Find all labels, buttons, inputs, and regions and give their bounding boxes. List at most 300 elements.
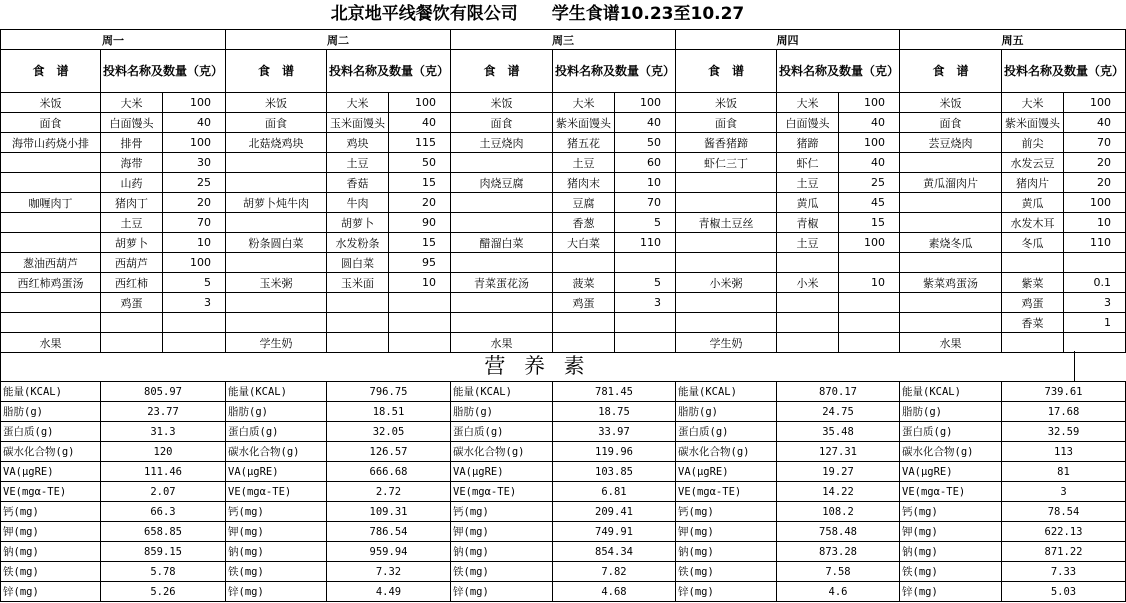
nutrient-label: 脂肪(g) [226,402,327,422]
ingredient-cell: 西红柿 [101,273,163,293]
quantity-cell [389,313,451,333]
quantity-cell: 5 [615,213,676,233]
nutrient-label: 钙(mg) [676,502,777,522]
menu-row [1,293,1126,313]
nutrient-label: 脂肪(g) [900,402,1002,422]
dish-cell: 虾仁三丁 [676,153,777,173]
nutrition-row [1,422,1126,442]
dish-cell [900,193,1002,213]
menu-row [1,93,1126,113]
nutrient-value: 32.59 [1002,422,1126,442]
nutrient-value: 7.58 [777,562,900,582]
menu-table [0,29,1126,353]
nutrient-value: 23.77 [101,402,226,422]
nutrient-label: 脂肪(g) [1,402,101,422]
nutrient-label: 碳水化合物(g) [226,442,327,462]
nutrient-value: 5.03 [1002,582,1126,602]
quantity-cell [1064,333,1126,353]
nutrient-value: 7.82 [553,562,676,582]
nutrient-value: 18.75 [553,402,676,422]
dish-cell [1,213,101,233]
quantity-cell [1064,253,1126,273]
ingredient-cell: 猪肉片 [1002,173,1064,193]
dish-header: 食 谱 [226,50,327,93]
nutrient-label: VE(mgα-TE) [676,482,777,502]
nutrient-label: 钠(mg) [226,542,327,562]
dish-cell: 面食 [900,113,1002,133]
nutrient-label: 锌(mg) [451,582,553,602]
quantity-cell: 10 [615,173,676,193]
quantity-cell [615,333,676,353]
ingredient-cell: 胡萝卜 [327,213,389,233]
dish-cell: 北菇烧鸡块 [226,133,327,153]
ingredient-cell: 虾仁 [777,153,839,173]
nutrient-label: 蛋白质(g) [226,422,327,442]
ingredient-cell: 山药 [101,173,163,193]
quantity-cell: 95 [389,253,451,273]
quantity-cell: 100 [163,133,226,153]
nutrient-label: 钙(mg) [226,502,327,522]
ingredient-cell: 猪肉末 [553,173,615,193]
ingredient-cell: 圆白菜 [327,253,389,273]
nutrient-label: 钾(mg) [226,522,327,542]
ingredient-cell: 鸡蛋 [101,293,163,313]
nutrition-row [1,482,1126,502]
ingredient-cell: 小米 [777,273,839,293]
dish-cell: 米饭 [676,93,777,113]
nutrient-value: 109.31 [327,502,451,522]
quantity-cell: 5 [615,273,676,293]
dish-cell: 米饭 [900,93,1002,113]
nutrient-value: 5.78 [101,562,226,582]
ingredient-cell [1002,333,1064,353]
nutrition-row [1,582,1126,602]
day-header: 周五 [900,30,1126,50]
dish-cell [451,213,553,233]
quantity-cell: 40 [839,153,900,173]
nutrition-row [1,522,1126,542]
menu-row [1,173,1126,193]
dish-cell: 米饭 [1,93,101,113]
nutrient-value: 666.68 [327,462,451,482]
nutrient-value: 31.3 [101,422,226,442]
nutrient-value: 622.13 [1002,522,1126,542]
menu-row [1,193,1126,213]
ingredient-cell: 土豆 [777,173,839,193]
dish-cell [900,313,1002,333]
nutrient-label: 能量(KCAL) [900,382,1002,402]
nutrient-label: 碳水化合物(g) [900,442,1002,462]
ingredient-cell: 香菇 [327,173,389,193]
nutrient-label: 钙(mg) [900,502,1002,522]
nutrient-value: 103.85 [553,462,676,482]
quantity-cell: 100 [839,133,900,153]
quantity-cell: 90 [389,213,451,233]
dish-cell: 胡萝卜炖牛肉 [226,193,327,213]
nutrient-label: 钾(mg) [900,522,1002,542]
ingredient-cell: 牛肉 [327,193,389,213]
nutrient-value: 108.2 [777,502,900,522]
nutrient-value: 17.68 [1002,402,1126,422]
nutrient-label: 锌(mg) [676,582,777,602]
ingredient-cell: 猪蹄 [777,133,839,153]
dish-cell: 海带山药烧小排 [1,133,101,153]
dish-cell [226,173,327,193]
nutrient-value: 111.46 [101,462,226,482]
dish-cell: 葱油西葫芦 [1,253,101,273]
quantity-cell: 25 [163,173,226,193]
dish-cell: 粉条圆白菜 [226,233,327,253]
nutrition-row [1,562,1126,582]
dish-cell [1,313,101,333]
ingredient-cell: 大米 [101,93,163,113]
nutrient-value: 749.91 [553,522,676,542]
quantity-cell: 110 [1064,233,1126,253]
nutrient-value: 18.51 [327,402,451,422]
nutrient-value: 7.32 [327,562,451,582]
quantity-cell: 10 [389,273,451,293]
ingredient-cell: 土豆 [777,233,839,253]
menu-row [1,153,1126,173]
ingredient-cell: 海带 [101,153,163,173]
ingredient-cell [553,313,615,333]
nutrient-label: 钠(mg) [451,542,553,562]
quantity-cell: 10 [839,273,900,293]
quantity-cell: 20 [1064,173,1126,193]
day-header: 周四 [676,30,900,50]
quantity-cell [839,313,900,333]
quantity-cell [163,333,226,353]
nutrient-label: VE(mgα-TE) [900,482,1002,502]
ingredient-cell: 水发粉条 [327,233,389,253]
nutrient-label: 钠(mg) [1,542,101,562]
dish-header: 食 谱 [1,50,101,93]
ingredient-cell: 鸡块 [327,133,389,153]
ingredient-cell: 白面馒头 [777,113,839,133]
quantity-cell: 40 [839,113,900,133]
nutrient-label: VE(mgα-TE) [226,482,327,502]
menu-row [1,213,1126,233]
ingredient-cell: 排骨 [101,133,163,153]
quantity-cell: 5 [163,273,226,293]
ingredient-cell [553,333,615,353]
dish-cell [451,193,553,213]
dish-cell [1,153,101,173]
nutrient-value: 127.31 [777,442,900,462]
ingredient-cell: 豆腐 [553,193,615,213]
quantity-cell: 100 [1064,193,1126,213]
dish-cell: 小米粥 [676,273,777,293]
nutrient-label: 碳水化合物(g) [676,442,777,462]
ingredient-cell: 土豆 [101,213,163,233]
quantity-cell: 100 [1064,93,1126,113]
dish-cell: 青椒土豆丝 [676,213,777,233]
nutrition-row [1,542,1126,562]
nutrient-value: 2.72 [327,482,451,502]
dish-cell: 醋溜白菜 [451,233,553,253]
dish-cell: 西红柿鸡蛋汤 [1,273,101,293]
dish-cell [676,313,777,333]
dish-cell: 咖喱肉丁 [1,193,101,213]
dish-cell: 玉米粥 [226,273,327,293]
nutrient-label: VA(μgRE) [226,462,327,482]
dish-cell: 学生奶 [226,333,327,353]
nutrient-value: 3 [1002,482,1126,502]
dish-cell [451,313,553,333]
quantity-cell: 10 [1064,213,1126,233]
quantity-cell: 40 [389,113,451,133]
quantity-cell: 70 [1064,133,1126,153]
quantity-cell: 60 [615,153,676,173]
sheet-title: 北京地平线餐饮有限公司 学生食谱10.23至10.27 [330,4,745,24]
ingredient-cell: 土豆 [327,153,389,173]
ingredient-cell: 前尖 [1002,133,1064,153]
quantity-cell [839,333,900,353]
nutrition-banner: 营 养 素 [0,351,1075,381]
dish-cell [1,233,101,253]
nutrient-value: 7.33 [1002,562,1126,582]
dish-cell [676,253,777,273]
dish-cell: 面食 [451,113,553,133]
ingredient-cell: 胡萝卜 [101,233,163,253]
dish-header: 食 谱 [900,50,1002,93]
dish-cell: 米饭 [226,93,327,113]
dish-cell: 黄瓜溜肉片 [900,173,1002,193]
menu-row [1,233,1126,253]
nutrient-label: 铁(mg) [451,562,553,582]
day-header: 周二 [226,30,451,50]
nutrient-label: 铁(mg) [1,562,101,582]
nutrient-label: 铁(mg) [226,562,327,582]
nutrient-value: 66.3 [101,502,226,522]
nutrient-label: 钾(mg) [676,522,777,542]
dish-cell: 肉烧豆腐 [451,173,553,193]
quantity-cell: 100 [615,93,676,113]
nutrient-value: 24.75 [777,402,900,422]
dish-cell [676,293,777,313]
nutrient-label: 锌(mg) [1,582,101,602]
nutrient-label: 能量(KCAL) [451,382,553,402]
nutrient-label: 能量(KCAL) [226,382,327,402]
nutrient-label: 脂肪(g) [676,402,777,422]
quantity-cell: 20 [1064,153,1126,173]
ingredient-cell: 水发木耳 [1002,213,1064,233]
nutrient-value: 14.22 [777,482,900,502]
ingredient-cell: 紫米面馒头 [1002,113,1064,133]
ingredient-cell: 土豆 [553,153,615,173]
ingredient-cell [101,313,163,333]
quantity-cell: 15 [389,173,451,193]
dish-cell: 米饭 [451,93,553,113]
quantity-cell: 25 [839,173,900,193]
ingredient-cell: 玉米面 [327,273,389,293]
dish-cell [451,293,553,313]
nutrition-table [0,381,1126,602]
dish-cell [1,173,101,193]
quantity-cell: 70 [615,193,676,213]
ingredient-cell: 白面馒头 [101,113,163,133]
nutrient-value: 781.45 [553,382,676,402]
ingredient-cell: 鸡蛋 [553,293,615,313]
nutrient-label: 铁(mg) [676,562,777,582]
quantity-cell: 3 [163,293,226,313]
nutrient-label: VE(mgα-TE) [451,482,553,502]
quantity-cell: 100 [839,93,900,113]
ingredient-cell: 西葫芦 [101,253,163,273]
quantity-cell [615,313,676,333]
ingredient-cell: 大白菜 [553,233,615,253]
ingredient-cell [777,253,839,273]
ingredient-cell: 紫米面馒头 [553,113,615,133]
dish-cell [226,313,327,333]
dish-cell [226,153,327,173]
ingredient-cell: 紫菜 [1002,273,1064,293]
dish-cell: 素烧冬瓜 [900,233,1002,253]
day-header: 周三 [451,30,676,50]
dish-cell: 青菜蛋花汤 [451,273,553,293]
nutrient-label: VA(μgRE) [451,462,553,482]
nutrient-value: 119.96 [553,442,676,462]
quantity-cell [389,333,451,353]
ingredient-cell: 青椒 [777,213,839,233]
nutrient-label: 脂肪(g) [451,402,553,422]
quantity-cell: 40 [1064,113,1126,133]
ingredient-cell: 香葱 [553,213,615,233]
quantity-cell: 20 [389,193,451,213]
nutrient-value: 113 [1002,442,1126,462]
nutrient-label: 钾(mg) [1,522,101,542]
quantity-cell: 3 [1064,293,1126,313]
dish-cell [451,253,553,273]
dish-cell [900,213,1002,233]
nutrient-value: 758.48 [777,522,900,542]
nutrient-label: 能量(KCAL) [676,382,777,402]
nutrient-label: 蛋白质(g) [451,422,553,442]
ingredient-header: 投料名称及数量（克） [1002,50,1126,93]
dish-cell [1,293,101,313]
menu-row [1,113,1126,133]
dish-cell: 学生奶 [676,333,777,353]
ingredient-cell [777,313,839,333]
quantity-cell: 100 [389,93,451,113]
nutrient-value: 739.61 [1002,382,1126,402]
ingredient-cell: 冬瓜 [1002,233,1064,253]
nutrient-value: 873.28 [777,542,900,562]
quantity-cell: 20 [163,193,226,213]
menu-row [1,253,1126,273]
quantity-cell: 45 [839,193,900,213]
nutrient-value: 658.85 [101,522,226,542]
nutrient-label: 钙(mg) [451,502,553,522]
nutrient-label: VA(μgRE) [900,462,1002,482]
nutrient-value: 6.81 [553,482,676,502]
ingredient-cell [777,333,839,353]
ingredient-cell: 大米 [1002,93,1064,113]
menu-row [1,273,1126,293]
ingredient-cell [553,253,615,273]
quantity-cell: 40 [163,113,226,133]
dish-cell: 水果 [451,333,553,353]
nutrient-label: 蛋白质(g) [1,422,101,442]
quantity-cell: 50 [615,133,676,153]
dish-cell: 面食 [676,113,777,133]
quantity-cell: 100 [163,93,226,113]
quantity-cell: 100 [163,253,226,273]
ingredient-cell: 菠菜 [553,273,615,293]
nutrient-label: 能量(KCAL) [1,382,101,402]
quantity-cell: 40 [615,113,676,133]
nutrient-label: 锌(mg) [226,582,327,602]
quantity-cell: 15 [389,233,451,253]
nutrition-row [1,402,1126,422]
quantity-cell [839,253,900,273]
nutrient-label: 锌(mg) [900,582,1002,602]
nutrient-label: 铁(mg) [900,562,1002,582]
ingredient-cell [327,293,389,313]
nutrient-label: 碳水化合物(g) [1,442,101,462]
dish-header: 食 谱 [676,50,777,93]
dish-cell [676,173,777,193]
quantity-cell: 1 [1064,313,1126,333]
ingredient-cell: 黄瓜 [777,193,839,213]
nutrient-label: 钠(mg) [676,542,777,562]
quantity-cell: 50 [389,153,451,173]
dish-cell [451,153,553,173]
nutrient-value: 5.26 [101,582,226,602]
nutrient-value: 854.34 [553,542,676,562]
ingredient-cell [101,333,163,353]
ingredient-cell: 大米 [553,93,615,113]
quantity-cell: 110 [615,233,676,253]
quantity-cell: 3 [615,293,676,313]
ingredient-cell: 鸡蛋 [1002,293,1064,313]
column-header-row [1,50,1126,93]
quantity-cell: 15 [839,213,900,233]
nutrient-value: 959.94 [327,542,451,562]
nutrient-label: 钾(mg) [451,522,553,542]
quantity-cell [389,293,451,313]
nutrient-label: 钠(mg) [900,542,1002,562]
dish-cell: 面食 [226,113,327,133]
dish-cell [676,233,777,253]
quantity-cell: 30 [163,153,226,173]
ingredient-cell: 玉米面馒头 [327,113,389,133]
nutrient-value: 35.48 [777,422,900,442]
ingredient-cell: 香菜 [1002,313,1064,333]
dish-cell: 面食 [1,113,101,133]
nutrient-label: 碳水化合物(g) [451,442,553,462]
nutrient-label: VA(μgRE) [1,462,101,482]
nutrition-row [1,502,1126,522]
ingredient-cell: 猪肉丁 [101,193,163,213]
nutrient-value: 2.07 [101,482,226,502]
quantity-cell [839,293,900,313]
nutrition-row [1,462,1126,482]
dish-cell: 水果 [900,333,1002,353]
ingredient-cell: 猪五花 [553,133,615,153]
nutrient-value: 81 [1002,462,1126,482]
nutrient-value: 870.17 [777,382,900,402]
nutrient-value: 859.15 [101,542,226,562]
nutrient-value: 871.22 [1002,542,1126,562]
nutrient-label: 钙(mg) [1,502,101,522]
dish-cell: 紫菜鸡蛋汤 [900,273,1002,293]
dish-cell: 土豆烧肉 [451,133,553,153]
ingredient-cell [777,293,839,313]
nutrient-label: 蛋白质(g) [900,422,1002,442]
ingredient-cell [327,313,389,333]
quantity-cell: 115 [389,133,451,153]
